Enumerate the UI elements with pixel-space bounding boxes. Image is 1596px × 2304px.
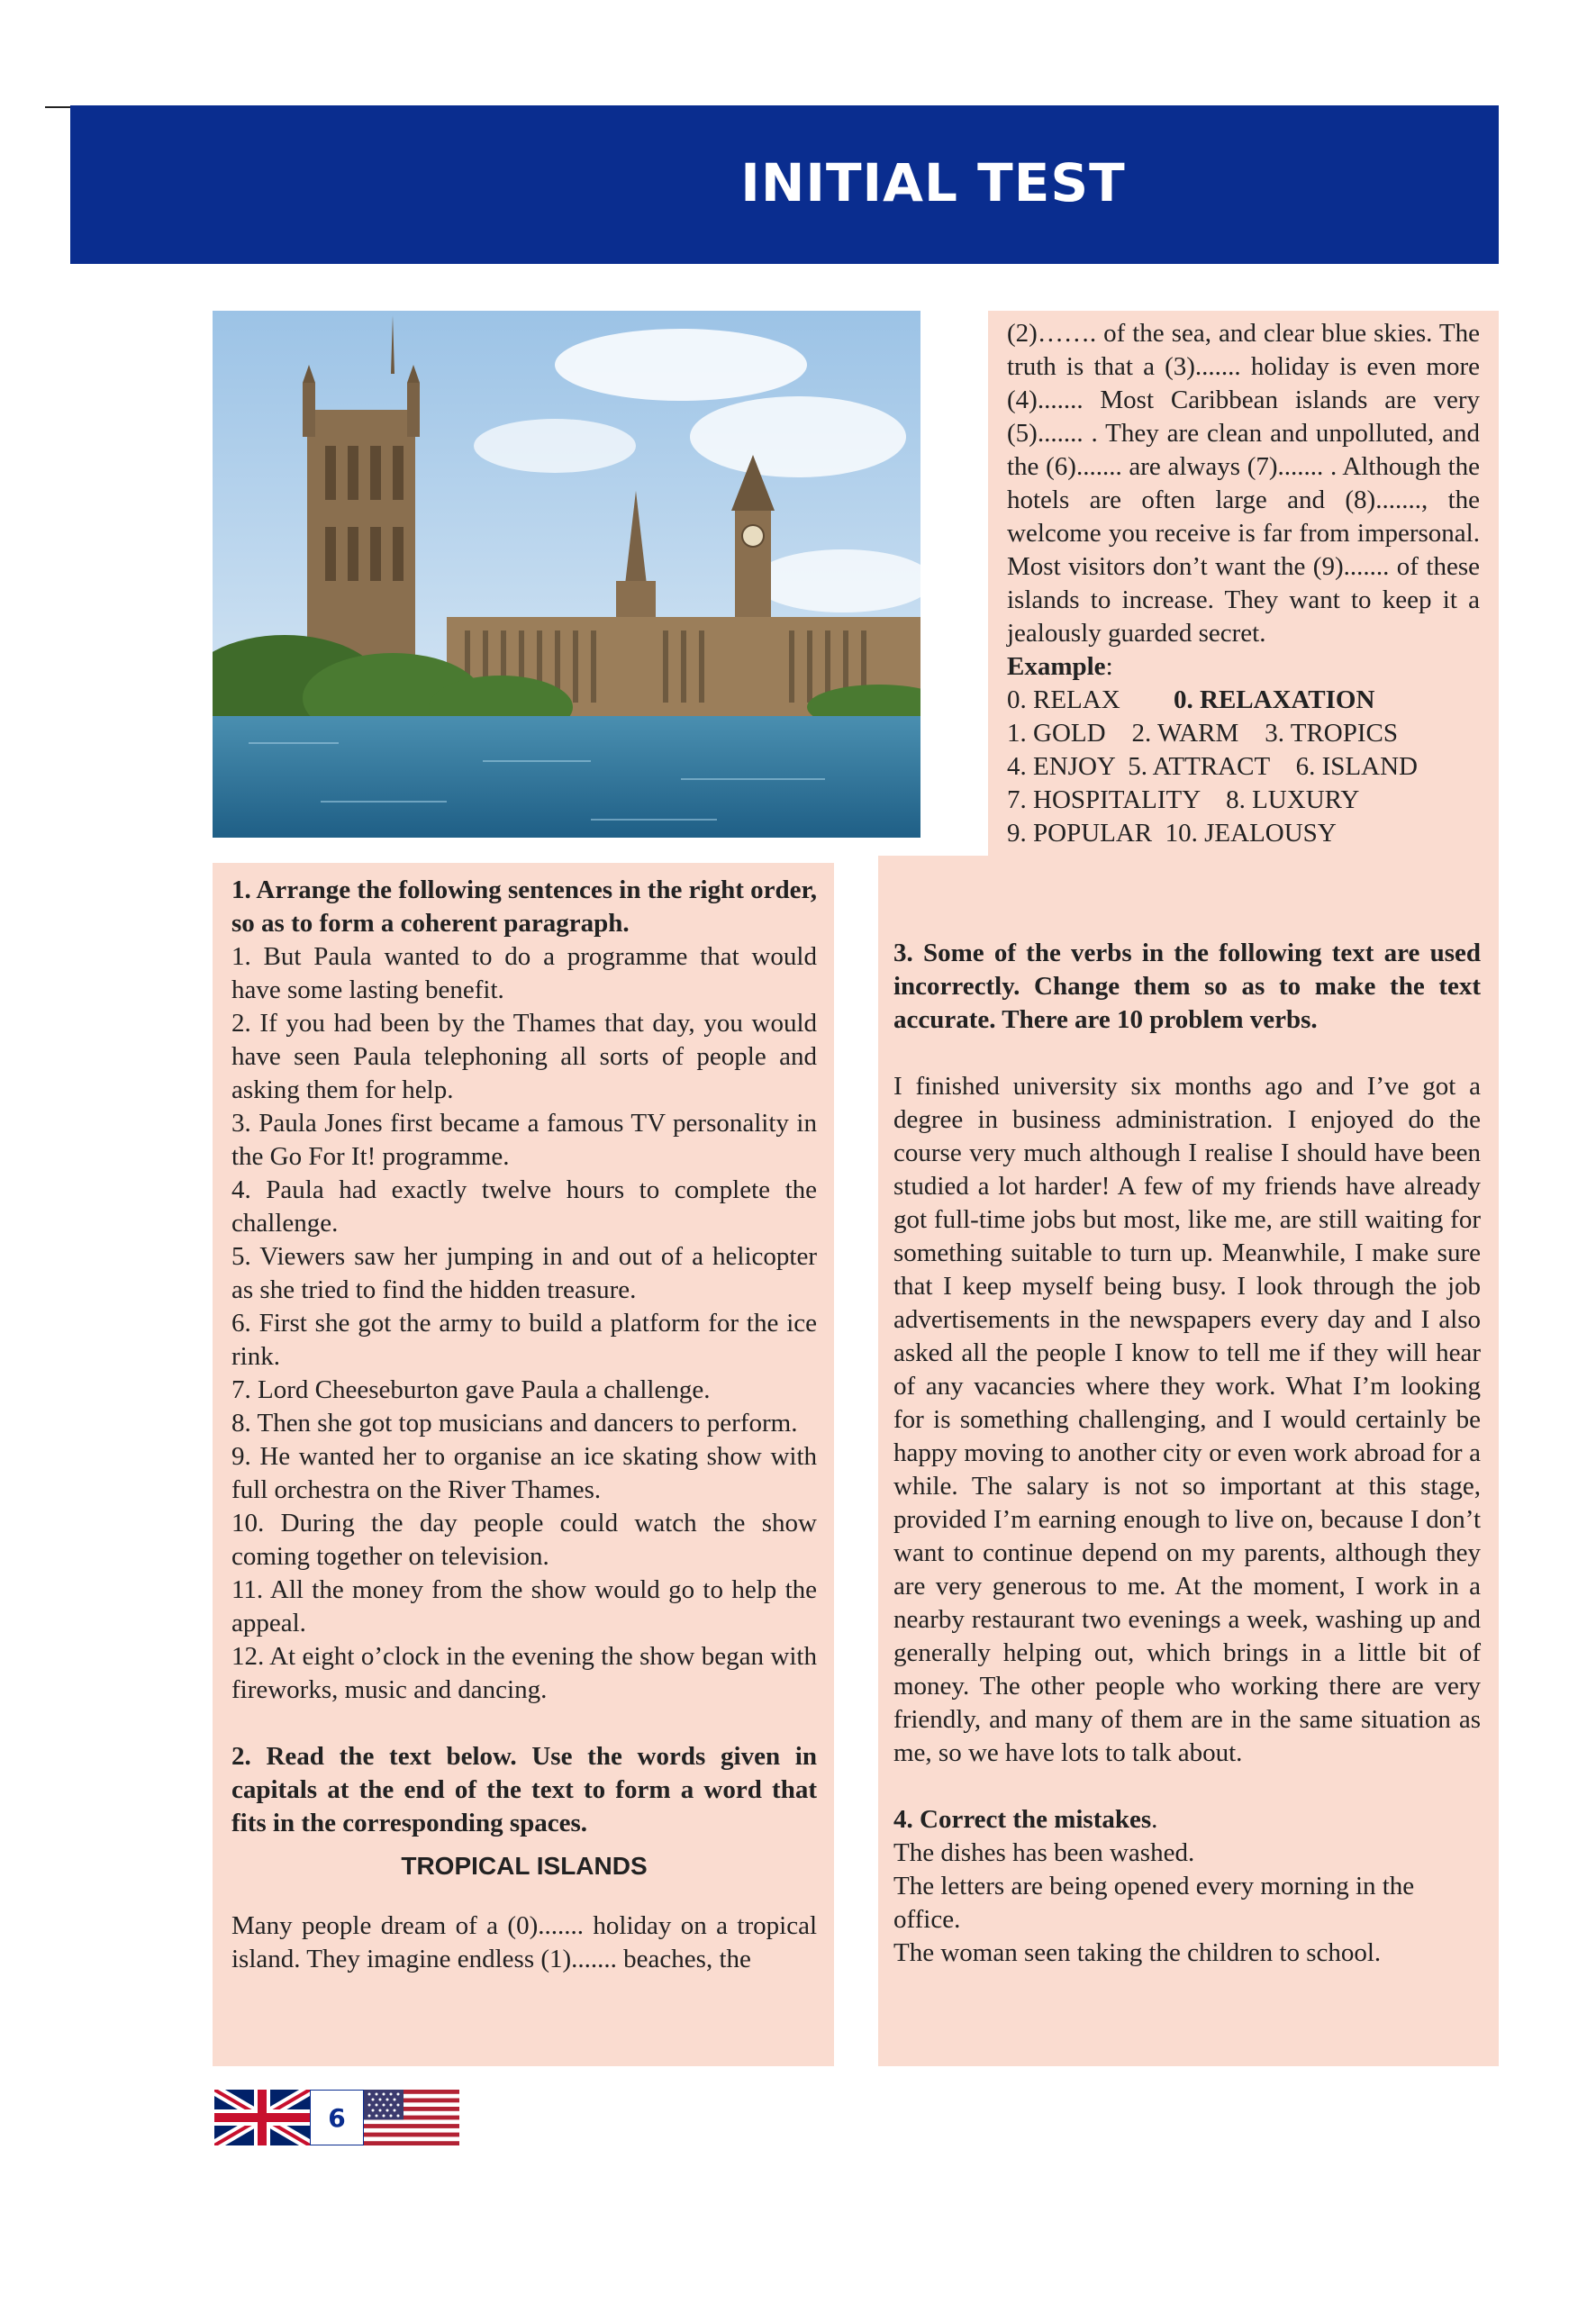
list-item: 11. All the money from the show would go to help the appeal.: [231, 1575, 817, 1637]
word-list-row: 4. ENJOY 5. ATTRACT 6. ISLAND: [1007, 752, 1418, 781]
top-rule: [45, 106, 70, 108]
example-colon: :: [1105, 652, 1113, 681]
exercise-1: [231, 874, 817, 1976]
word-list-row: 1. GOLD 2. WARM 3. TROPICS: [1007, 719, 1398, 748]
word-list-row: 7. HOSPITALITY 8. LUXURY: [1007, 785, 1360, 814]
uk-flag-icon: [214, 2090, 310, 2145]
parliament-photo: [213, 311, 920, 838]
exercise-4-heading: 4. Correct the mistakes: [893, 1805, 1152, 1834]
us-flag-icon: [364, 2090, 459, 2145]
page-footer: [214, 2090, 459, 2145]
exercise-2-text-start: Many people dream of a (0)....... holiday on a tropical island. They imagine endless (1)....... beaches, the: [231, 1911, 817, 1973]
example-answer: 0. RELAXATION: [1174, 685, 1375, 714]
list-item: 1. But Paula wanted to do a programme that would have some lasting benefit.: [231, 942, 817, 1004]
list-item: 5. Viewers saw her jumping in and out of a helicopter as she tried to find the hidden treasure.: [231, 1242, 817, 1304]
exercise-4-heading-dot: .: [1151, 1805, 1158, 1834]
example-label: Example: [1007, 652, 1106, 681]
exercise-2-heading: 2. Read the text below. Use the words given in capitals at the end of the text to form a word that fits in the corresponding spaces.: [231, 1742, 817, 1837]
title-banner: [70, 105, 1499, 264]
list-item: The woman seen taking the children to school.: [893, 1938, 1382, 1967]
list-item: 4. Paula had exactly twelve hours to complete the challenge.: [231, 1175, 817, 1238]
list-item: 9. He wanted her to organise an ice skating show with full orchestra on the River Thames.: [231, 1442, 817, 1504]
list-item: The letters are being opened every morning in the office.: [893, 1872, 1415, 1934]
list-item: 3. Paula Jones first became a famous TV personality in the Go For It! programme.: [231, 1109, 817, 1171]
page-number: 6: [310, 2090, 364, 2145]
list-item: 2. If you had been by the Thames that day, you would have seen Paula telephoning all sorts of people and asking them for help.: [231, 1009, 817, 1104]
exercise-2-text-continued: (2)……. of the sea, and clear blue skies. The truth is that a (3)....... holiday is even more (4)....... Most Caribbean islands are very (5)....... . They are clean and unpolluted, and the (6)....... are always (7)....... . Although the hotels are often large and (8)......., the welcome you receive is far from impersonal. Most visitors don’t want the (9)....... of these islands to increase. They want to keep it a jealously guarded secret.: [1007, 319, 1480, 648]
list-item: 10. During the day people could watch the show coming together on television.: [231, 1509, 817, 1571]
exercise-3: [893, 937, 1481, 1970]
list-item: 7. Lord Cheeseburton gave Paula a challenge.: [231, 1375, 711, 1404]
exercise-3-heading: 3. Some of the verbs in the following text are used incorrectly. Change them so as to make the text accurate. There are 10 problem verbs.: [893, 939, 1481, 1034]
word-list-row: 9. POPULAR 10. JEALOUSY: [1007, 819, 1337, 848]
text-subtitle: TROPICAL ISLANDS: [401, 1852, 648, 1880]
list-item: 12. At eight o’clock in the evening the show began with fireworks, music and dancing.: [231, 1642, 817, 1704]
exercise-2-continued: [1007, 317, 1480, 850]
list-item: 6. First she got the army to build a platform for the ice rink.: [231, 1309, 817, 1371]
list-item: The dishes has been washed.: [893, 1838, 1195, 1867]
page-title: INITIAL TEST: [740, 152, 1126, 213]
exercise-1-heading: 1. Arrange the following sentences in the right order, so as to form a coherent paragraph.: [231, 875, 817, 938]
list-item: 8. Then she got top musicians and dancers to perform.: [231, 1409, 798, 1438]
exercise-3-text: I finished university six months ago and I’ve got a degree in business administration. I enjoyed do the course very much although I realise I should have been studied a lot harder! A few of my friends have already got full-time jobs but most, like me, are still waiting for something suitable to turn up. Meanwhile, I make sure that I keep myself being busy. I look through the job advertisements in the newspapers every day and I also asked all the people I know to tell me if they will hear of any vacancies where they work. What I’m looking for is something challenging, and I would certainly be happy moving to another city or even work abroad for a while. The salary is not so important at this stage, provided I’m earning enough to live on, because I don’t want to continue depend on my parents, although they are very generous to me. At the moment, I work in a nearby restaurant two evenings a week, washing up and generally helping out, which brings in a little bit of money. The other people who working there are very friendly, and many of them are in the same situation as me, so we have lots to talk about.: [893, 1072, 1481, 1767]
example-word: 0. RELAX: [1007, 685, 1120, 714]
